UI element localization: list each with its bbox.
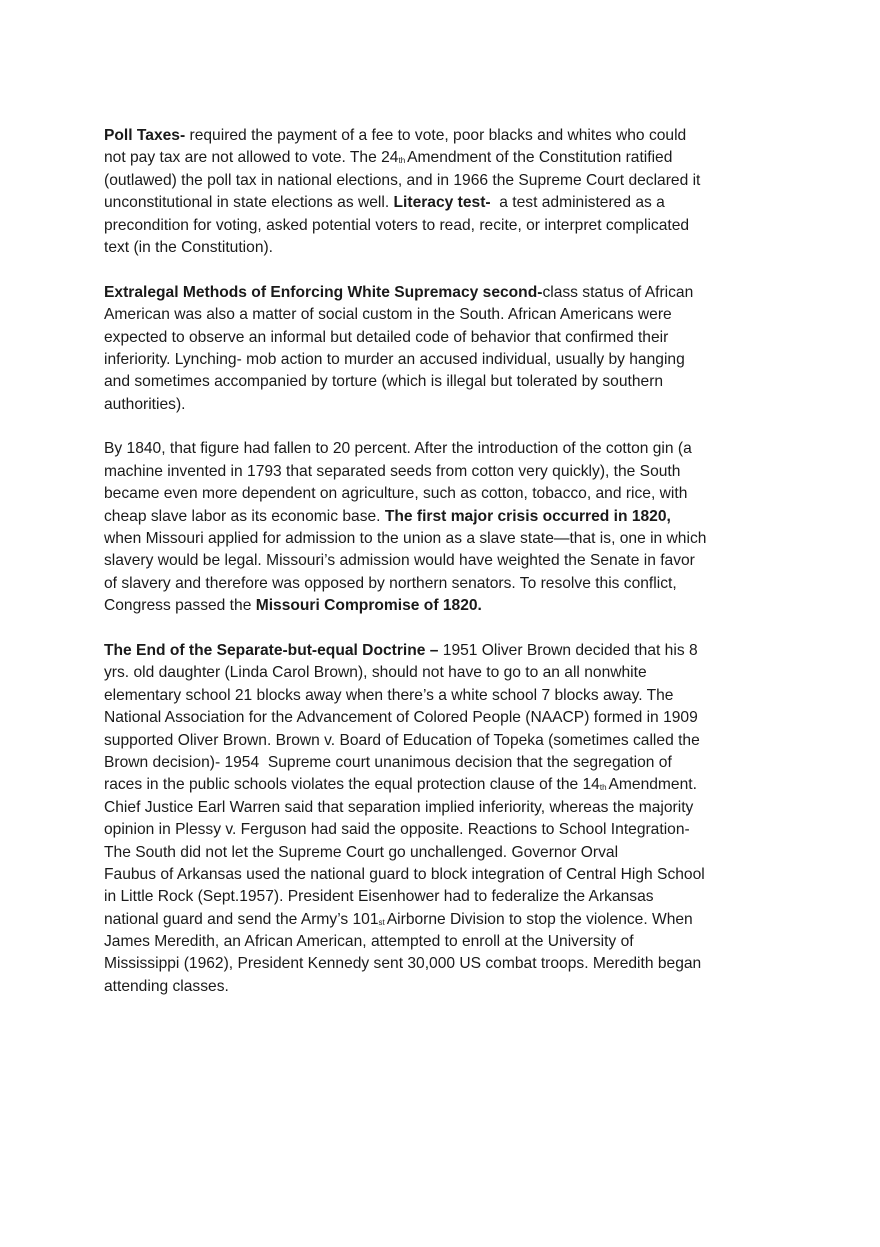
text-line: became even more dependent on agriculture, such as cotton, tobacco, and rice, with [104,485,688,503]
text-line [104,774,776,796]
text-line [104,147,776,169]
term-extralegal-methods: Extralegal Methods of Enforcing White Supremacy second- [104,283,543,301]
paragraph-poll-taxes [104,125,776,259]
ordinal-suffix: th [398,156,406,166]
text-line [104,506,776,528]
text-line [104,640,776,662]
paragraph-separate-but-equal [104,640,776,998]
text-line: in Little Rock (Sept.1957). President Eisenhower had to federalize the Arkansas [104,888,654,906]
text-segment: cheap slave labor as its economic base. [104,507,385,525]
text-line: precondition for voting, asked potential voters to read, recite, or interpret complicated [104,216,690,234]
text-segment: class status of African [542,283,694,301]
text-line [104,909,776,931]
ordinal-suffix: st [378,917,385,927]
term-literacy-test: Literacy test- [393,194,491,212]
term-missouri-compromise: Missouri Compromise of 1820. [255,597,482,615]
text-line: James Meredith, an African American, attempted to enroll at the University of [104,933,634,951]
text-segment: required the payment of a fee to vote, poor blacks and whites who could [185,127,687,144]
text-segment: Amendment of the Constitution ratified [407,149,673,167]
text-line: when Missouri applied for admission to the union as a slave state—that is, one in which [104,530,707,548]
text-line: expected to observe an informal but detailed code of behavior that confirmed their [104,328,669,346]
paragraph-missouri-crisis [104,438,776,617]
text-line [104,125,776,147]
term-end-of-separate-but-equal: The End of the Separate-but-equal Doctrine – [104,641,439,659]
text-line: slavery would be legal. Missouri’s admission would have weighted the Senate in favor [104,552,695,570]
text-segment: races in the public schools violates the equal protection clause of the 14 [104,776,600,794]
text-line: American was also a matter of social custom in the South. African Americans were [104,306,672,324]
text-line: text (in the Constitution). [104,238,274,256]
text-line [104,282,776,304]
text-line: Brown decision)- 1954 Supreme court unanimous decision that the segregation of [104,753,672,771]
text-line: By 1840, that figure had fallen to 20 percent. After the introduction of the cotton gin (a [104,440,692,458]
text-segment: a test administered as a [490,194,665,212]
document-body [104,125,776,1021]
text-line: of slavery and therefore was opposed by northern senators. To resolve this conflict, [104,574,677,592]
term-first-major-crisis: The first major crisis occurred in 1820, [384,507,671,525]
text-line [104,595,776,617]
text-line: machine invented in 1793 that separated seeds from cotton very quickly), the South [104,462,681,480]
text-line: Chief Justice Earl Warren said that separation implied inferiority, whereas the majority [104,798,694,816]
text-line: and sometimes accompanied by torture (which is illegal but tolerated by southern [104,373,664,391]
text-line: National Association for the Advancement of Colored People (NAACP) formed in 1909 [104,709,698,727]
text-line [104,192,776,214]
text-line: authorities). [104,395,186,413]
text-line: Faubus of Arkansas used the national guard to block integration of Central High School [104,865,705,883]
ordinal-suffix: th [599,783,607,793]
paragraph-extralegal-methods [104,282,776,416]
text-line: elementary school 21 blocks away when there’s a white school 7 blocks away. The [104,686,674,704]
text-segment: unconstitutional in state elections as well. [104,194,394,212]
text-line: supported Oliver Brown. Brown v. Board of Education of Topeka (sometimes called the [104,731,700,749]
text-line: inferiority. Lynching- mob action to murder an accused individual, usually by hanging [104,350,685,368]
text-segment: national guard and send the Army’s 101 [104,910,379,928]
text-line: (outlawed) the poll tax in national elections, and in 1966 the Supreme Court declared it [104,171,701,189]
text-segment: 1951 Oliver Brown decided that his 8 [438,641,698,659]
text-segment: Amendment. [608,776,697,794]
text-line: opinion in Plessy v. Ferguson had said the opposite. Reactions to School Integration- [104,821,690,839]
text-segment: Congress passed the [104,597,256,615]
term-poll-taxes: Poll Taxes- [104,127,186,144]
text-segment: Airborne Division to stop the violence. When [386,910,693,928]
text-line: Mississippi (1962), President Kennedy sent 30,000 US combat troops. Meredith began [104,955,702,973]
text-line: yrs. old daughter (Linda Carol Brown), should not have to go to an all nonwhite [104,664,647,682]
text-line: The South did not let the Supreme Court go unchallenged. Governor Orval [104,843,619,861]
text-line: attending classes. [104,977,229,995]
text-segment: not pay tax are not allowed to vote. The 24 [104,149,399,167]
